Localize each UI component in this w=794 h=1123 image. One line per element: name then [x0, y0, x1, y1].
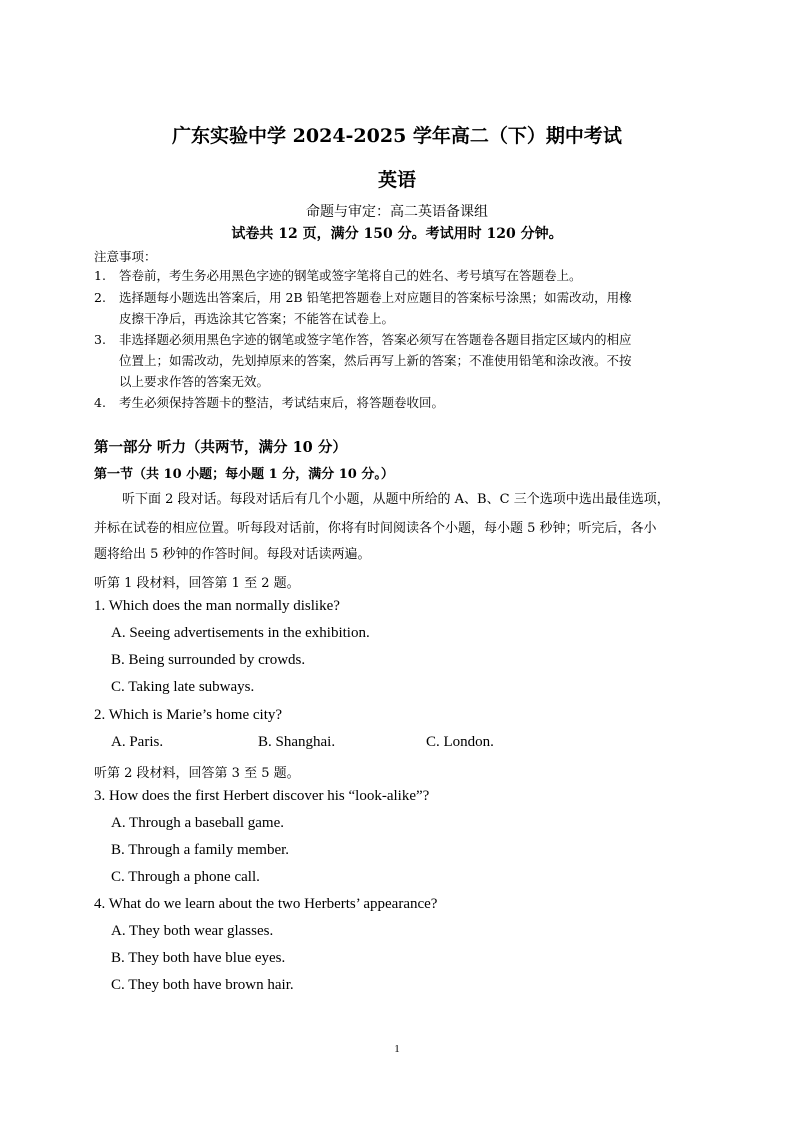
option: B. They both have blue eyes. — [111, 950, 286, 966]
instruction-line: 听下面 2 段对话。每段对话后有几个小题，从题中所给的 A、B、C 三个选项中选出最佳选项， — [122, 492, 670, 507]
section-title: 第一节（共 10 小题；每小题 1 分，满分 10 分。） — [94, 467, 394, 482]
author-line: 命题与审定：高二英语备课组 — [306, 204, 488, 220]
option: A. Through a baseball game. — [111, 815, 285, 831]
note-item-continued: 皮擦干净后，再选涂其它答案；不能答在试卷上。 — [119, 311, 395, 326]
option: C. They both have brown hair. — [111, 977, 294, 993]
dialogue-label: 听第 2 段材料，回答第 3 至 5 题。 — [94, 766, 300, 781]
option: B. Being surrounded by crowds. — [111, 652, 306, 668]
option: A. They both wear glasses. — [111, 923, 274, 939]
exam-title: 广东实验中学 2024-2025 学年高二（下）期中考试 — [172, 125, 622, 147]
dialogue-label: 听第 1 段材料，回答第 1 至 2 题。 — [94, 576, 300, 591]
subject-title: 英语 — [377, 169, 416, 191]
notes-title: 注意事项： — [94, 249, 157, 264]
note-item-continued: 以上要求作答的答案无效。 — [119, 374, 270, 389]
question-stem: 1. Which does the man normally dislike? — [94, 598, 340, 614]
option: A. Seeing advertisements in the exhibition. — [111, 625, 370, 641]
option: C. Through a phone call. — [111, 869, 260, 885]
page-number: 1 — [394, 1043, 400, 1055]
instruction-line: 题将给出 5 秒钟的作答时间。每段对话读两遍。 — [94, 547, 371, 562]
note-item: 4. 考生必须保持答题卡的整洁，考试结束后，将答题卷收回。 — [94, 395, 445, 410]
part-title: 第一部分 听力（共两节，满分 10 分） — [94, 439, 347, 456]
exam-info: 试卷共 12 页，满分 150 分。考试用时 120 分钟。 — [231, 226, 563, 242]
option: C. London. — [426, 734, 494, 750]
option: B. Through a family member. — [111, 842, 290, 858]
note-item: 3. 非选择题必须用黑色字迹的钢笔或签字笔作答，答案必须写在答题卷各题目指定区域内的相应 — [94, 332, 632, 347]
question-stem: 4. What do we learn about the two Herberts’ appearance? — [94, 896, 438, 912]
instruction-line: 并标在试卷的相应位置。听每段对话前，你将有时间阅读各个小题，每小题 5 秒钟；听完后，各小 — [94, 521, 657, 536]
note-item: 1. 答卷前，考生务必用黑色字迹的钢笔或签字笔将自己的姓名、考号填写在答题卷上。 — [94, 268, 582, 283]
option: B. Shanghai. — [258, 734, 336, 750]
question-stem: 2. Which is Marie’s home city? — [94, 707, 283, 723]
note-item: 2. 选择题每小题选出答案后，用 2B 铅笔把答题卷上对应题目的答案标号涂黑；如需改动，用橡 — [94, 290, 632, 305]
question-stem: 3. How does the first Herbert discover his “look-alike”? — [94, 788, 430, 804]
note-item-continued: 位置上；如需改动，先划掉原来的答案，然后再写上新的答案；不准使用铅笔和涂改液。不按 — [119, 353, 632, 368]
option: C. Taking late subways. — [111, 679, 255, 695]
option: A. Paris. — [111, 734, 164, 750]
